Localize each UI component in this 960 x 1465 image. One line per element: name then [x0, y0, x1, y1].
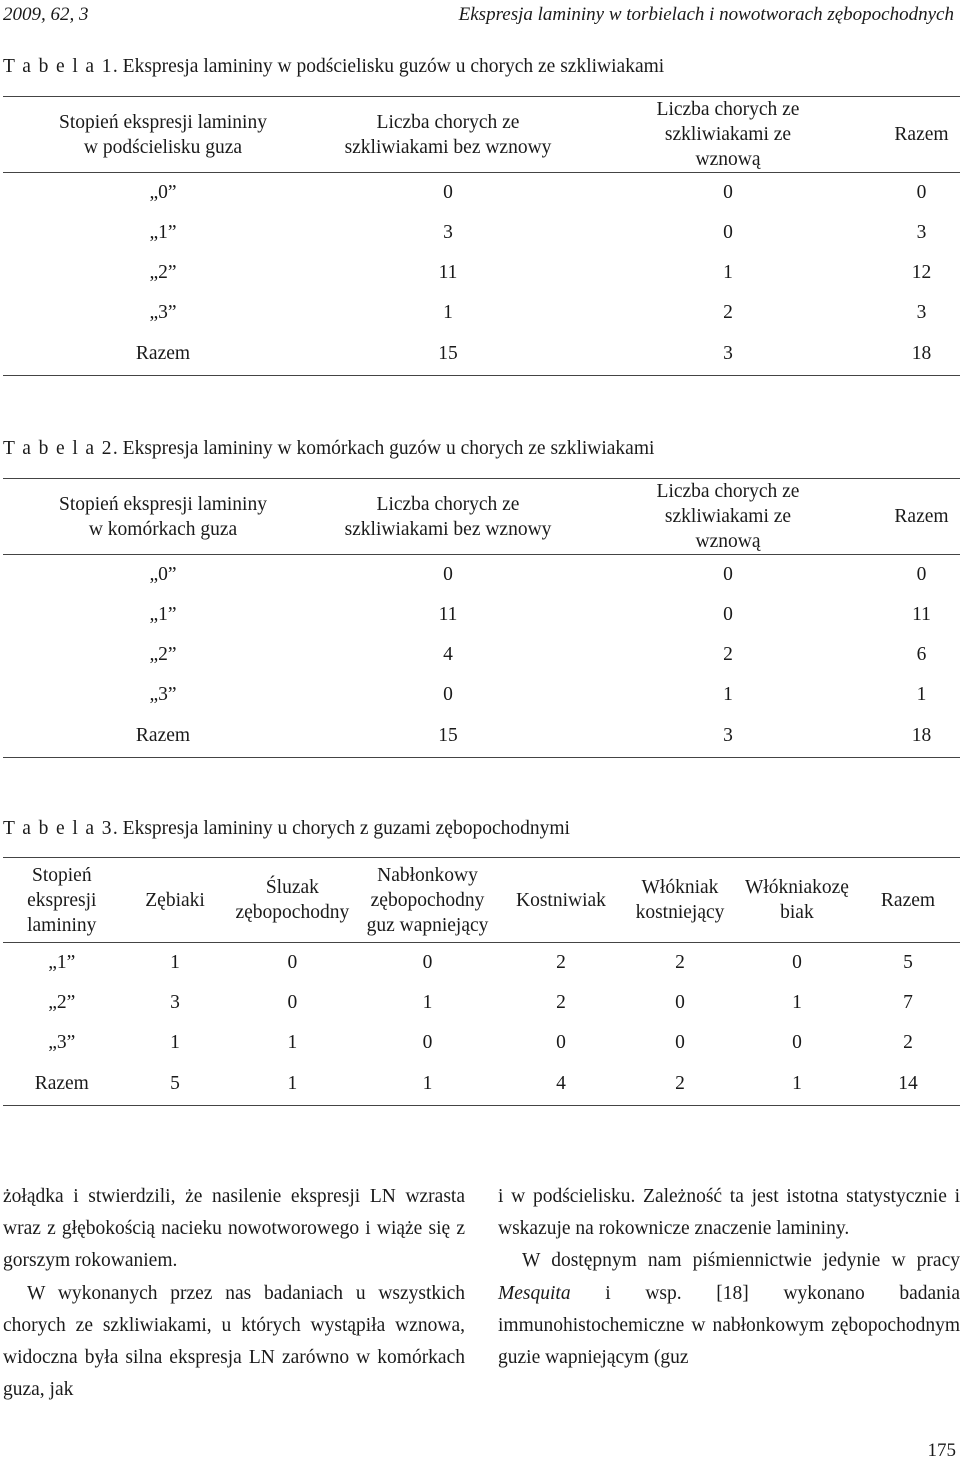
table-cell: 15 [323, 333, 573, 376]
table-cell: 1 [422, 991, 433, 1013]
journal-citation: 2009, 62, 3 [3, 4, 89, 25]
table-row [3, 675, 960, 715]
body-text: i wsp. [18] wykonano badania immunohistochemiczne w nabłonkowym zębopochodnym guzie wapniejącym (guz [498, 1282, 960, 1369]
table3-header-cell: Zębiaki [121, 858, 230, 943]
table3-header-row [3, 858, 960, 943]
table-cell: 2 [622, 1063, 738, 1106]
table-cell: 1 [170, 951, 180, 973]
table3-header-cell: Śluzak zębopochodny [230, 858, 356, 943]
table-cell: „2” [48, 991, 76, 1013]
table2-label: T a b e l a 2 [3, 438, 113, 459]
table-row [3, 595, 960, 635]
table-cell: 0 [422, 951, 433, 973]
table-cell: 11 [912, 603, 931, 625]
table-row [3, 1023, 960, 1063]
table-cell: 11 [438, 261, 458, 283]
table-cell: 3 [573, 333, 883, 376]
table-total-row [3, 1063, 960, 1106]
table-cell: „0” [149, 563, 177, 585]
table-cell: 2 [723, 301, 733, 323]
table-cell: Razem [3, 715, 323, 758]
table-cell: „3” [149, 301, 177, 323]
table-cell: „1” [149, 221, 177, 243]
table3 [3, 857, 960, 1106]
table-cell: 12 [911, 261, 932, 283]
table-cell: 1 [916, 683, 927, 705]
table-cell: 1 [723, 683, 733, 705]
table-cell: 0 [287, 991, 298, 1013]
table-cell: 1 [170, 1031, 180, 1053]
table1-label: T a b e l a 1 [3, 56, 113, 77]
table2-title: . Ekspresja lamininy w komórkach guzów u chorych ze szkliwiakami [112, 438, 655, 459]
table-cell: 0 [723, 221, 733, 243]
table-cell: 2 [556, 951, 566, 973]
table-row [3, 213, 960, 253]
table-cell: 7 [903, 991, 913, 1013]
table1-header-cell: Liczba chorych ze szkliwiakami bez wznowy [323, 97, 573, 173]
table-row [3, 555, 960, 595]
table-cell: „2” [149, 261, 177, 283]
table2-header-row [3, 479, 960, 555]
table-cell: 1 [723, 261, 733, 283]
table-row [3, 983, 960, 1023]
table-cell: „2” [149, 643, 177, 665]
table-cell: 3 [443, 221, 453, 243]
table3-header-cell: Razem [856, 858, 960, 943]
table-cell: 1 [230, 1063, 356, 1106]
table-cell: 0 [287, 951, 298, 973]
table-total-row [3, 715, 960, 758]
body-column-right [498, 1181, 960, 1374]
table-cell: 0 [916, 181, 927, 203]
table-cell: 1 [792, 991, 802, 1013]
table1-header-cell: Stopień ekspresji lamininy w podścielisku guza [3, 97, 323, 173]
page-number: 175 [927, 1440, 956, 1461]
table-cell: 1 [355, 1063, 500, 1106]
table-cell: 0 [443, 181, 453, 203]
table2-header-cell: Liczba chorych ze szkliwiakami ze wznową [573, 479, 883, 555]
table1-header-cell: Razem [883, 97, 960, 173]
table-row [3, 173, 960, 213]
table1-header-row [3, 97, 960, 173]
table-cell: 14 [856, 1063, 960, 1106]
table-row [3, 943, 960, 983]
table-cell: 5 [903, 951, 913, 973]
table2-header-cell: Razem [883, 479, 960, 555]
table3-title: . Ekspresja lamininy u chorych z guzami zębopochodnymi [112, 818, 570, 839]
table-cell: 4 [443, 643, 453, 665]
table-cell: 2 [675, 951, 685, 973]
table1-caption [3, 56, 664, 78]
table-cell: 0 [723, 181, 733, 203]
table-cell: „0” [149, 181, 177, 203]
table1-title: . Ekspresja lamininy w podścielisku guzów u chorych ze szkliwiakami [112, 56, 665, 77]
table-cell: 0 [443, 683, 453, 705]
table-cell: 0 [723, 603, 733, 625]
table-cell: 5 [121, 1063, 230, 1106]
table3-label: T a b e l a 3 [3, 818, 113, 839]
table-cell: 1 [738, 1063, 856, 1106]
table-cell: 15 [323, 715, 573, 758]
table-cell: 0 [723, 563, 733, 585]
table-cell: „3” [149, 683, 177, 705]
table-cell: 0 [916, 563, 927, 585]
table-cell: 18 [883, 333, 960, 376]
table2-caption [3, 438, 654, 460]
table-cell: 0 [792, 1031, 802, 1053]
table2-header-cell: Liczba chorych ze szkliwiakami bez wznowy [323, 479, 573, 555]
table-cell: Razem [3, 1063, 121, 1106]
body-paragraph: i w podścielisku. Zależność ta jest istotna statystycznie i wskazuje na rokownicze znaczenie lamininy. [498, 1186, 960, 1240]
body-paragraph: W wykonanych przez nas badaniach u wszystkich chorych ze szkliwiakami, u których wystąpiła wznowa, widoczna była silna ekspresja LN zarówno w komórkach guza, jak [3, 1282, 465, 1401]
table3-caption [3, 818, 570, 840]
table3-header-cell: Włókniak kostniejący [622, 858, 738, 943]
table-cell: 0 [675, 1031, 685, 1053]
table-total-row [3, 333, 960, 376]
table-cell: 3 [573, 715, 883, 758]
body-paragraph: żołądka i stwierdzili, że nasilenie ekspresji LN wzrasta wraz z głębokością nacieku nowotworowego i wiąże się z gorszym rokowaniem. [3, 1186, 465, 1272]
table-cell: 0 [422, 1031, 433, 1053]
table-cell: 3 [170, 991, 180, 1013]
table1-header-cell: Liczba chorych ze szkliwiakami ze wznową [573, 97, 883, 173]
body-paragraph [498, 1245, 960, 1374]
table-cell: 0 [556, 1031, 566, 1053]
table-cell: „1” [149, 603, 177, 625]
table2-header-cell: Stopień ekspresji lamininy w komórkach guza [3, 479, 323, 555]
table-cell: „3” [48, 1031, 76, 1053]
body-column-left [3, 1181, 465, 1406]
table-cell: 6 [916, 643, 927, 665]
table-cell: 2 [556, 991, 566, 1013]
table-cell: 3 [916, 221, 927, 243]
table-cell: 2 [903, 1031, 913, 1053]
table-row [3, 253, 960, 293]
table-cell: 1 [443, 301, 453, 323]
table-cell: 18 [883, 715, 960, 758]
table-row [3, 635, 960, 675]
table-cell: 4 [500, 1063, 622, 1106]
table-cell: 0 [675, 991, 685, 1013]
running-title: Ekspresja lamininy w torbielach i nowotworach zębopochodnych [458, 4, 954, 25]
running-header [3, 4, 954, 28]
table-cell: 0 [443, 563, 453, 585]
cited-author: Mesquita [498, 1282, 571, 1304]
table-cell: Razem [3, 333, 323, 376]
table-row [3, 293, 960, 333]
table3-header-cell: Stopień ekspresji lamininy [3, 858, 121, 943]
table-cell: 2 [723, 643, 733, 665]
table2 [3, 478, 960, 758]
table-cell: 3 [916, 301, 927, 323]
table1 [3, 96, 960, 376]
table3-header-cell: Nabłonkowy zębopochodny guz wapniejący [355, 858, 500, 943]
table-cell: „1” [48, 951, 76, 973]
table3-header-cell: Włókniakozębiak [738, 858, 856, 943]
table-cell: 0 [792, 951, 802, 973]
table3-header-cell: Kostniwiak [500, 858, 622, 943]
body-text: W dostępnym nam piśmiennictwie jedynie w pracy [522, 1250, 960, 1272]
table-cell: 11 [438, 603, 458, 625]
table-cell: 1 [287, 1031, 298, 1053]
